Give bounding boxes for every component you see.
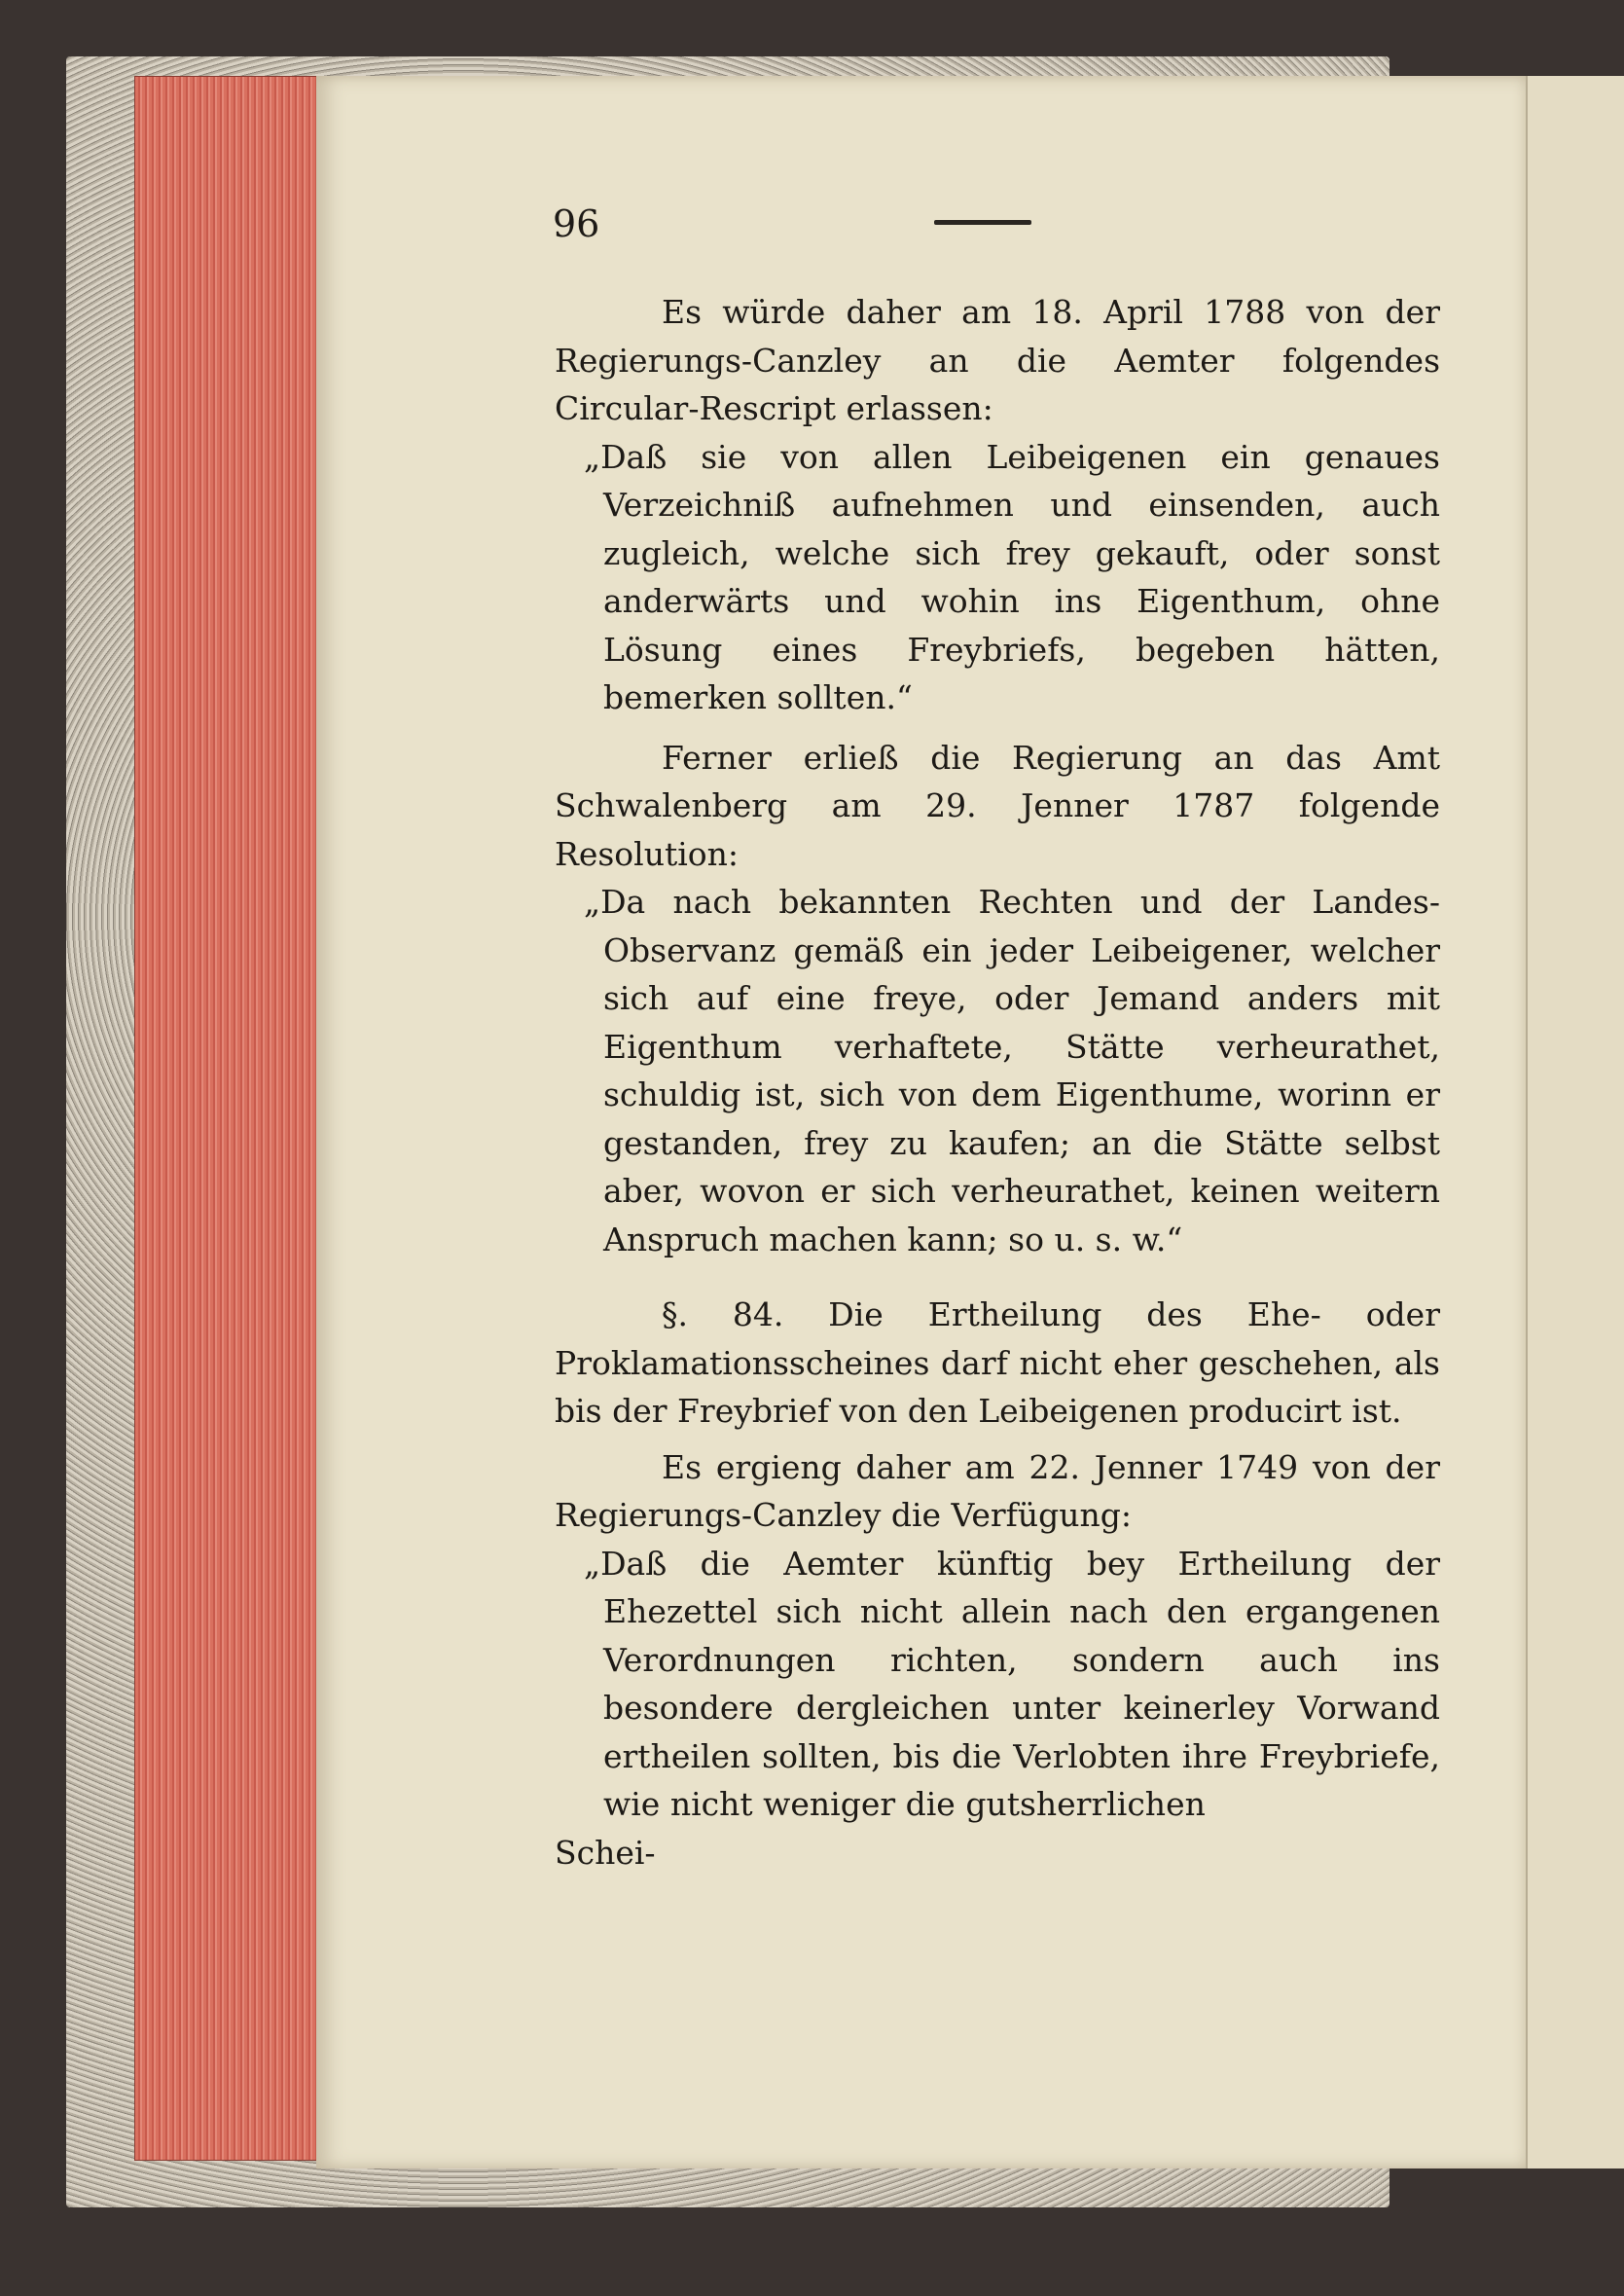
header-ornament — [934, 220, 1031, 225]
paragraph-3: Es ergieng daher am 22. Jenner 1749 von der Regierungs-Canzley die Verfügung: — [555, 1447, 1440, 1534]
paragraph-2: Ferner erließ die Regierung an das Amt Schwalenberg am 29. Jenner 1787 folgende Resolution: — [555, 738, 1440, 873]
paragraph-1: Es würde daher am 18. April 1788 von der Regierungs-Canzley an die Aemter folgendes Circular-Rescript erlassen: — [555, 293, 1440, 427]
quote-2: „Da nach bekannten Rechten und der Landes-Observanz gemäß ein jeder Leibeigener, welcher sich auf eine freye, oder Jemand anders mit Eigenthum verhaftete, Stätte verheurathet, schuldig ist, sich von dem Eigenthume, worinn er gestanden, frey zu kaufen; an die Stätte selbst aber, wovon er sich verheurathet, keinen weitern Anspruch machen kann; so u. s. w.“ — [584, 883, 1440, 1258]
page-edges — [134, 76, 326, 2161]
catchword: Schei- — [555, 1833, 656, 1872]
page-number: 96 — [553, 202, 600, 245]
section-84: §. 84. Die Ertheilung des Ehe- oder Proklamationsscheines darf nicht eher geschehen, als bis der Freybrief von den Leibeigenen producirt ist. — [555, 1295, 1440, 1430]
page-text — [555, 288, 1440, 1877]
quote-3: „Daß die Aemter künftig bey Ertheilung der Ehezettel sich nicht allein nach den ergangenen Verordnungen richten, sondern auch ins besondere dergleichen unter keinerley Vorwand ertheilen sollten, bis die Verlobten ihre Freybriefe, wie nicht weniger die gutsherrlichen — [584, 1544, 1440, 1823]
quote-1: „Daß sie von allen Leibeigenen ein genaues Verzeichniß aufnehmen und einsenden, auch zugleich, welche sich frey gekauft, oder sonst anderwärts und wohin ins Eigenthum, ohne Lösung eines Freybriefs, begeben hätten, bemerken sollten.“ — [584, 437, 1440, 716]
facing-page-edge — [1526, 76, 1624, 2168]
